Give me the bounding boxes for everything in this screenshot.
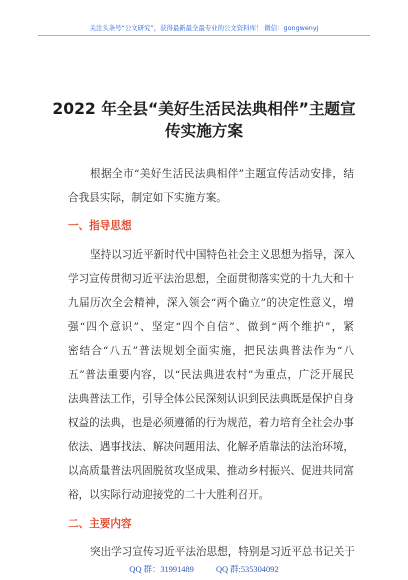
body-line: 突出学习宣传习近平法治思想，特别是习近平总书记关于 [90,546,355,558]
body-line: 坚持以习近平新时代中国特色社会主义思想为指导，深入 [90,249,355,261]
body-line: 法典普法工作，引导全体公民深刻认识到民法典既是保护自身 [68,393,355,405]
document-title-line-2: 传实施方案 [165,122,243,140]
body-line: 五”普法重要内容，以“民法典进农村”为重点，广泛开展民 [68,369,354,381]
body-line: 以高质量普法巩固脱贫攻坚成果、推动乡村振兴、促进共同富 [68,465,355,477]
body-line: 学习宣传贯彻习近平法治思想，全面贯彻落实党的十九大和十 [68,273,355,285]
body-line: 依法、遇事找法、解决问题用法、化解矛盾靠法的法治环境， [68,441,355,453]
footer-qq-group-1: QQ 群：31991489 [129,565,194,574]
section-heading: 一、指导思想 [68,220,132,232]
header-divider [38,35,370,36]
intro-line: 合我县实际，制定如下实施方案。 [68,192,227,204]
body-line: 裕，以实际行动迎接党的二十大胜利召开。 [68,489,270,501]
section-heading: 二、主要内容 [68,518,132,530]
body-line: 密结合“八五”普法规划全面实施，把民法典普法作为“八 [68,345,354,357]
page-footer [0,563,408,575]
header-notice: 关注头条号“公文研究”，获得最新最全最专业的公文资料库！ 微信：gongwenyj [89,24,319,32]
document-title-line-1: 2022 年全县“美好生活民法典相伴”主题宣 [52,100,356,118]
footer-qq-group-2: QQ 群:535304092 [215,565,279,574]
body-line: 权益的法典，也是必须遵循的行为规范，着力培育全社会办事 [68,417,355,429]
body-line: 强“四个意识”、坚定“四个自信”、做到“两个维护”，紧 [68,321,354,333]
intro-line: 根据全市“美好生活民法典相伴”主题宣传活动安排，结 [90,168,354,180]
body-line: 九届历次全会精神，深入领会“两个确立”的决定性意义，增 [68,297,354,309]
page-header [0,0,408,40]
